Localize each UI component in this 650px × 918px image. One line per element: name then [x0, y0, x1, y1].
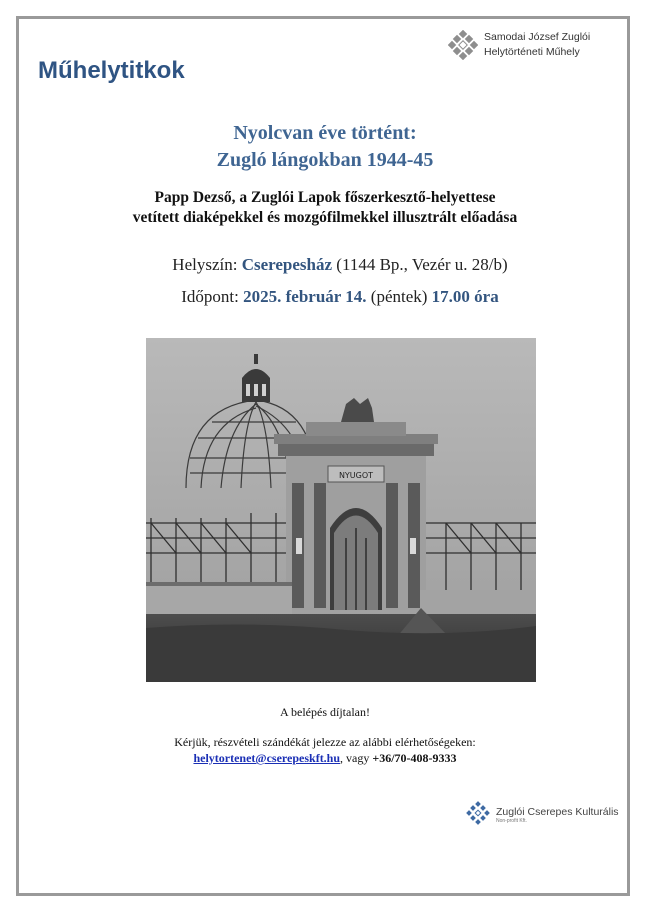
venue-address: (1144 Bp., Vezér u. 28/b)	[336, 255, 508, 274]
organizer-logo	[448, 30, 590, 60]
footer-org-sub: Non-profit Kft.	[496, 817, 527, 824]
venue-label: Helyszín:	[172, 255, 238, 274]
contact-request: Kérjük, részvételi szándékát jelezze az alábbi elérhetőségeken:	[174, 735, 476, 749]
schedule-line	[0, 287, 650, 307]
footer-logo	[466, 801, 619, 829]
venue-name: Cserepesház	[241, 255, 333, 274]
contact-block	[0, 734, 650, 766]
contact-phone: +36/70-408-9333	[372, 751, 457, 765]
schedule-time: 17.00 óra	[431, 287, 499, 306]
contact-email-link[interactable]: helytortenet@cserepeskft.hu	[193, 751, 341, 765]
schedule-date: 2025. február 14.	[243, 287, 367, 306]
headline-line1: Nyolcvan éve történt:	[233, 122, 417, 144]
organizer-name-line2: Helytörténeti Műhely	[484, 46, 580, 58]
organizer-name-line1: Samodai József Zuglói	[484, 31, 591, 43]
headline-line2: Zugló lángokban 1944-45	[216, 149, 434, 171]
description-line2: vetített diaképekkel és mozgófilmekkel illusztrált előadása	[132, 209, 518, 226]
footer-org-name: Zuglói Cserepes Kulturális	[496, 805, 619, 818]
venue-line	[0, 255, 650, 275]
event-description	[0, 188, 650, 228]
admission-note: A belépés díjtalan!	[280, 705, 370, 719]
schedule-weekday: (péntek)	[370, 287, 428, 306]
historic-photo	[146, 338, 536, 682]
contact-details	[0, 750, 650, 766]
footer-cross-logo-icon	[466, 801, 490, 829]
schedule-label: Időpont:	[181, 287, 239, 306]
contact-separator: , vagy	[340, 751, 370, 765]
event-headline	[0, 120, 650, 174]
cross-diamond-logo-icon	[448, 30, 478, 60]
series-title: Műhelytitkok	[38, 57, 185, 84]
description-line1: Papp Dezső, a Zuglói Lapok főszerkesztő-helyettese	[154, 189, 496, 206]
photo-sign-text: NYUGOT	[338, 471, 374, 480]
